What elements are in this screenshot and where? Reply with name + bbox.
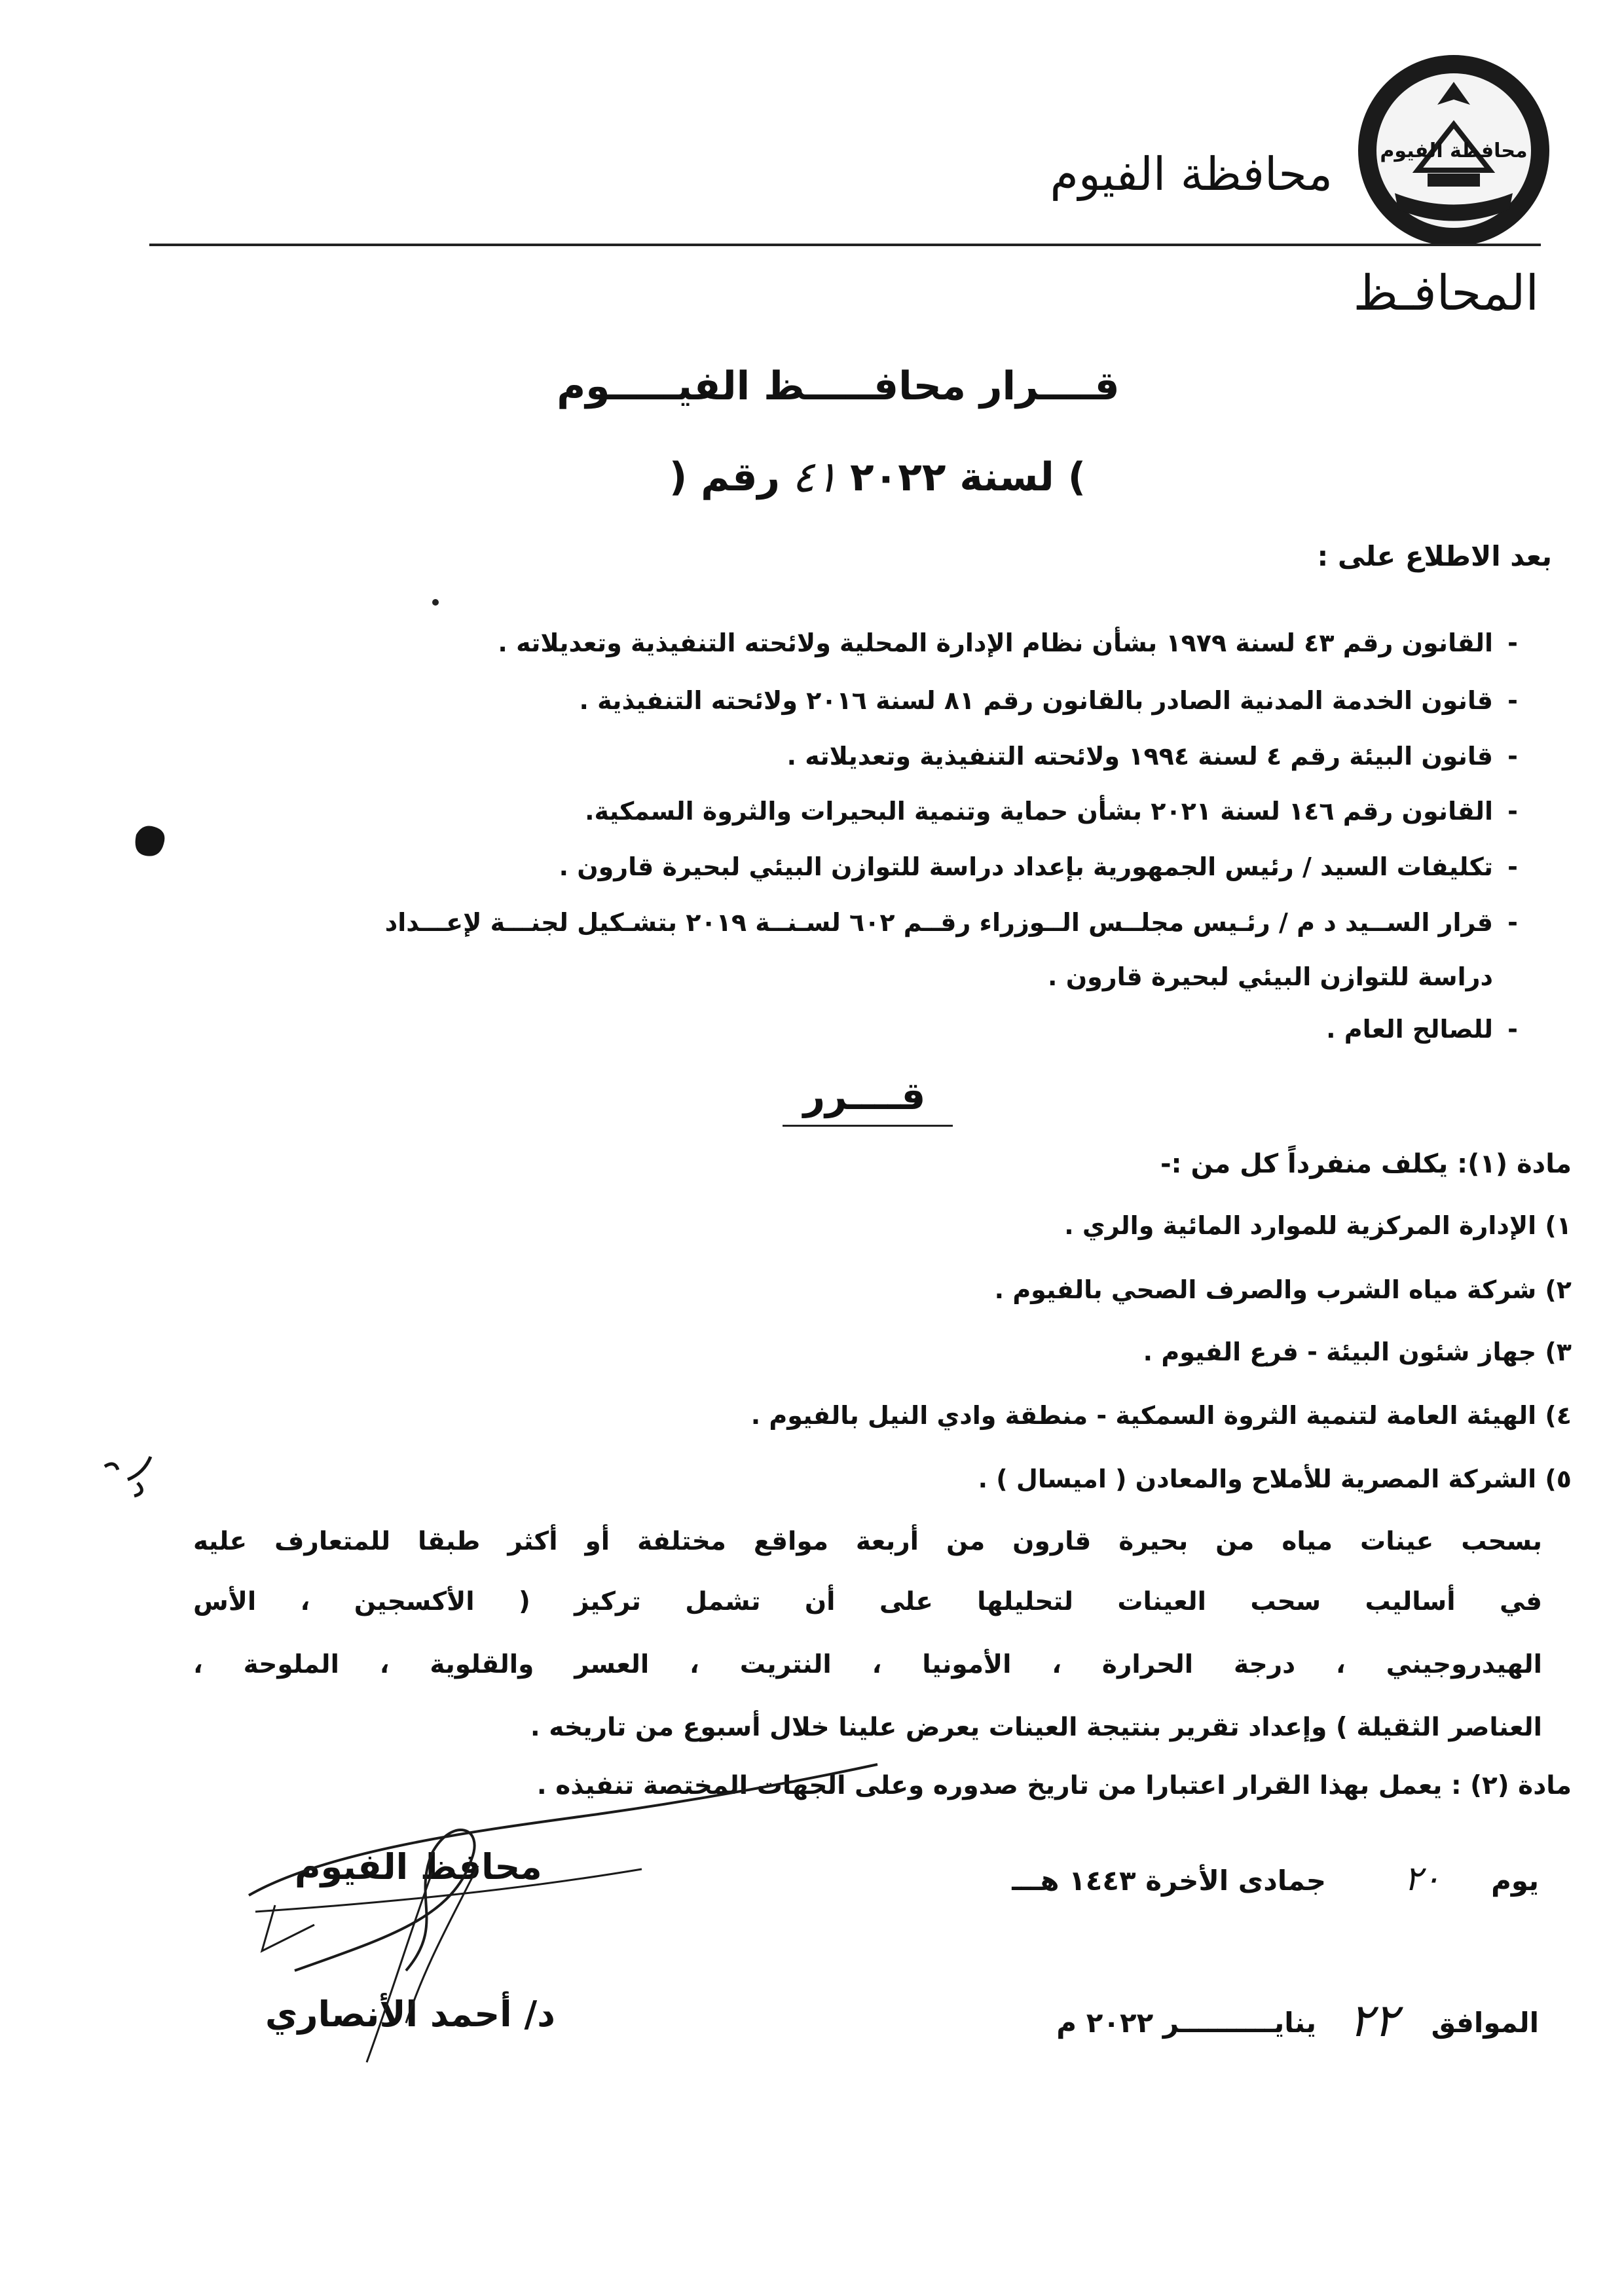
gregorian-day-handwritten: ٢٢: [1348, 1994, 1398, 2047]
article-1-item: ٥) الشركة المصرية للأملاح والمعادن ( اميسال ) .: [978, 1465, 1572, 1493]
article-1-item: ١) الإدارة المركزية للموارد المائية والري .: [1064, 1211, 1572, 1240]
governorate-name: محافظة الفيوم: [1050, 147, 1333, 201]
preamble-item-continuation: دراسة للتوازن البيئي لبحيرة قارون .: [1048, 962, 1493, 991]
signatory-name: د/ أحمد الأنصاري: [265, 1994, 555, 2035]
preamble-item-text: قانون البيئة رقم ٤ لسنة ١٩٩٤ ولائحته التنفيذية وتعديلاته .: [786, 742, 1493, 771]
ink-blot-icon: [130, 822, 169, 861]
preamble-item: [144, 1015, 1532, 1044]
article-1-heading: مادة (١): يكلف منفرداً كل من :-: [1160, 1149, 1572, 1179]
preamble-item-text: تكليفات السيد / رئيس الجمهورية بإعداد دراسة للتوازن البيئي لبحيرة قارون .: [559, 852, 1493, 881]
preamble-item: [144, 629, 1532, 657]
preamble-intro: بعد الاطلاع على :: [1317, 540, 1552, 572]
article-2: مادة (٢) : يعمل بهذا القرار اعتبارا من تاريخ صدوره وعلى الجهات المختصة تنفيذه .: [536, 1771, 1572, 1800]
header-divider: [149, 244, 1541, 246]
bullet-dash: -: [1507, 797, 1518, 826]
preamble-item: [144, 908, 1532, 937]
decision-heading: قــــرر: [803, 1074, 926, 1118]
article-1-paragraph-line: العناصر الثقيلة ) وإعداد تقرير بنتيجة العينات يعرض علينا خلال أسبوع من تاريخه .: [530, 1713, 1542, 1742]
preamble-item-text: القانون رقم ٤٣ لسنة ١٩٧٩ بشأن نظام الإدارة المحلية ولائحته التنفيذية وتعديلاته .: [498, 629, 1493, 657]
decree-number-handwritten: ٤١: [792, 452, 838, 502]
bullet-dash: -: [1507, 629, 1518, 657]
decree-number-prefix: رقم (: [669, 454, 781, 500]
preamble-item: [144, 797, 1532, 826]
article-1-item: ٤) الهيئة العامة لتنمية الثروة السمكية - منطقة وادي النيل بالفيوم .: [750, 1401, 1572, 1430]
seal-text: محافظة الفيوم: [1380, 139, 1528, 162]
bullet-dash: -: [1507, 742, 1518, 771]
gregorian-date: ينايــــــــــر ٢٠٢٢ م: [1056, 2007, 1316, 2039]
office-title: المحافـظ: [1353, 265, 1539, 321]
bullet-dash: -: [1507, 686, 1518, 715]
bullet-dash: -: [1507, 1015, 1518, 1044]
preamble-item-text: للصالح العام .: [1326, 1015, 1493, 1044]
ink-mark-icon: [98, 1453, 157, 1499]
day-handwritten: ٢٠: [1404, 1859, 1441, 1899]
preamble-item-text: القانون رقم ١٤٦ لسنة ٢٠٢١ بشأن حماية وتنمية البحيرات والثروة السمكية.: [585, 797, 1493, 826]
article-1-item: ٣) جهاز شئون البيئة - فرع الفيوم .: [1143, 1338, 1572, 1366]
decree-number: [550, 452, 1205, 502]
handwritten-signature-icon: [236, 1755, 891, 2069]
preamble-item: [144, 686, 1532, 715]
gregorian-label: الموافق: [1431, 2007, 1539, 2039]
preamble-item-text: قرار الســيد د م / رئـيس مجلــس الــوزراء رقــم ٦٠٢ لسـنــة ٢٠١٩ بتشـكيل لجنـــة لإعـــداد: [384, 908, 1493, 937]
article-1-paragraph-line: في أساليب سحب العينات لتحليلها على أن تشمل تركيز ( الأكسجين ، الأس: [193, 1587, 1542, 1616]
bullet-dash: -: [1507, 852, 1518, 881]
preamble-item: [144, 742, 1532, 771]
preamble-item-text: قانون الخدمة المدنية الصادر بالقانون رقم ٨١ لسنة ٢٠١٦ ولائحته التنفيذية .: [579, 686, 1493, 715]
decree-title: قــــرار محافـــــظ الفيـــــوم: [557, 363, 1120, 409]
article-1-paragraph-line: بسحب عينات مياه من بحيرة قارون من أربعة مواقع مختلفة أو أكثر طبقا للمتعارف عليه: [193, 1527, 1542, 1556]
hijri-date: جمادى الأخرة ١٤٤٣ هـــ: [1012, 1865, 1326, 1897]
article-1-item: ٢) شركة مياه الشرب والصرف الصحي بالفيوم .: [994, 1275, 1572, 1304]
preamble-item: [144, 852, 1532, 881]
decree-number-suffix: ) لسنة ٢٠٢٢: [849, 454, 1086, 500]
article-1-paragraph-line: الهيدروجيني ، درجة الحرارة ، الأمونيا ، النتريت ، العسر والقلوية ، الملوحة ،: [193, 1650, 1542, 1679]
bullet-dash: -: [1507, 908, 1518, 937]
governorate-seal-icon: [1356, 52, 1552, 249]
decision-underline: [783, 1125, 953, 1127]
day-label: يوم: [1491, 1865, 1539, 1897]
ink-dot: [432, 599, 439, 606]
signatory-title: محافظ الفيوم: [295, 1846, 542, 1887]
